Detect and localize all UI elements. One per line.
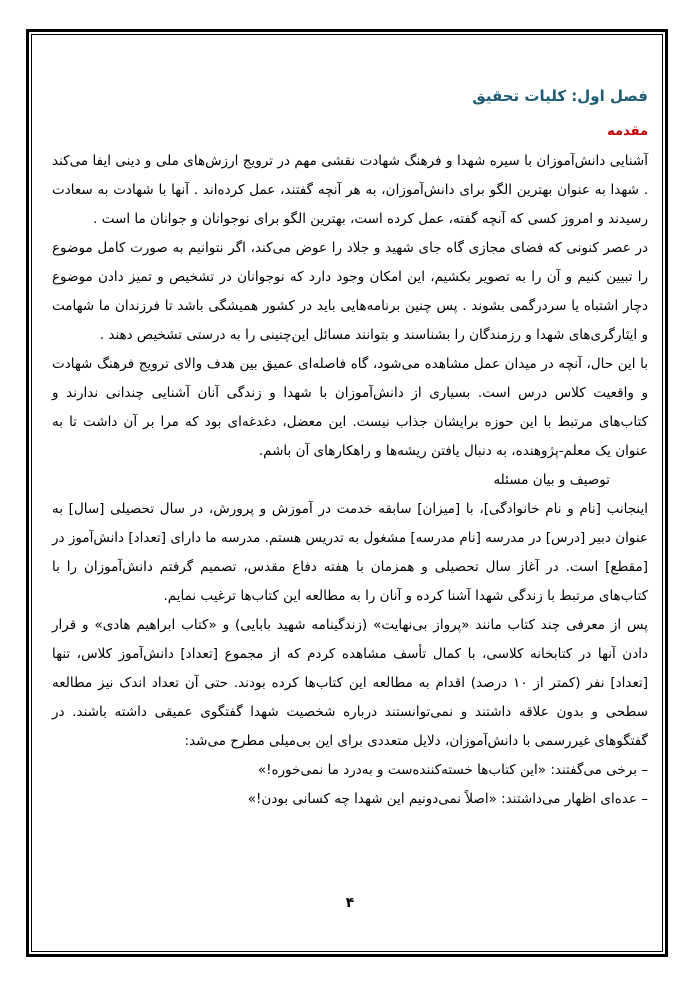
bullet-item-1: – برخی می‌گفتند: «این کتاب‌ها خسته‌کننده‌ست و به‌درد ما نمی‌خوره!» <box>257 762 648 778</box>
intro-paragraph-3: با این حال، آنچه در میدان عمل مشاهده می‌شود، گاه فاصله‌ای عمیق بین هدف والای ترویج فرهنگ شهادت و واقعیت کلاس درس است. بسیاری از دانش‌آموزان با شهدا و زندگی آنان آشنایی چندانی ندارند و کتاب‌های مرتبط با این حوزه برایشان جذاب نیست. این معضل، دغدغه‌ای بود که مرا بر آن داشت تا به عنوان یک معلم-پژوهنده، به دنبال یافتن ریشه‌ها و راهکارهای آن باشم. <box>52 356 648 459</box>
page-number: ۴ <box>345 895 355 911</box>
intro-paragraph-1: آشنایی دانش‌آموزان با سیره شهدا و فرهنگ شهادت نقشی مهم در ترویج ارزش‌های ملی و دینی ایفا می‌کند . شهدا به عنوان بهترین الگو برای دانش‌آموزان، به هر آنچه گفتند، عمل کرده‌اند . آنها با شهادت به سعادت رسیدند و امروز کسی که آنچه گفته، عمل کرده است، بهترین الگو برای نوجوانان و جوانان ما است . <box>52 153 648 227</box>
problem-paragraph-1: اینجانب [نام و نام خانوادگی]، با [میزان] سابقه خدمت در آموزش و پرورش، در سال تحصیلی [سال] به عنوان دبیر [درس] در مدرسه [نام مدرسه] مشغول به تدریس هستم. مدرسه ما دارای [تعداد] دانش‌آموز در [مقطع] است. در آغاز سال تحصیلی و همزمان با هفته دفاع مقدس، تصمیم گرفتم دانش‌آموزان را با کتاب‌های مرتبط با زندگی شهدا آشنا کرده و آنان را به مطالعه این کتاب‌ها ترغیب نمایم. <box>52 501 648 604</box>
problem-paragraph-2: پس از معرفی چند کتاب مانند «پرواز بی‌نهایت» (زندگینامه شهید بابایی) و «کتاب ابراهیم هادی» و قرار دادن آنها در کتابخانه کلاسی، با کمال تأسف مشاهده کردم که از مجموع [تعداد] دانش‌آموز کلاس، تنها [تعداد] نفر (کمتر از ۱۰ درصد) اقدام به مطالعه این کتاب‌ها کرده بودند. حتی آن تعداد اندک نیز مطالعه سطحی و بدون علاقه داشتند و نمی‌توانستند درباره شخصیت شهدا گفتگوی عمیقی داشته باشند. در گفتگوهای غیررسمی با دانش‌آموزان، دلایل متعددی برای این بی‌میلی مطرح می‌شد: <box>52 617 648 749</box>
intro-paragraph-2: در عصر کنونی که فضای مجازی گاه جای شهید و جلاد را عوض می‌کند، اگر نتوانیم به صورت کامل موضوع را تبیین کنیم و آن را به تصویر بکشیم، این امکان وجود دارد که نوجوانان در تشخیص و تمیز دادن موضوع دچار اشتباه یا سردرگمی بشوند . پس چنین برنامه‌هایی باید در کشور همیشگی باشد تا فرزندان ما شهامت و ایثارگری‌های شهدا و رزمندگان را بشناسند و بتوانند مسائل این‌چنینی را به درستی تشخیص دهند . <box>52 240 648 343</box>
chapter-title: فصل اول: کلیات تحقیق <box>472 87 648 105</box>
bullet-item-2: – عده‌ای اظهار می‌داشتند: «اصلاً نمی‌دونیم این شهدا چه کسانی بودن!» <box>247 791 648 807</box>
intro-heading: مقدمه <box>607 124 648 139</box>
problem-statement-heading: توصیف و بیان مسئله <box>493 472 610 488</box>
page-content <box>52 84 648 814</box>
